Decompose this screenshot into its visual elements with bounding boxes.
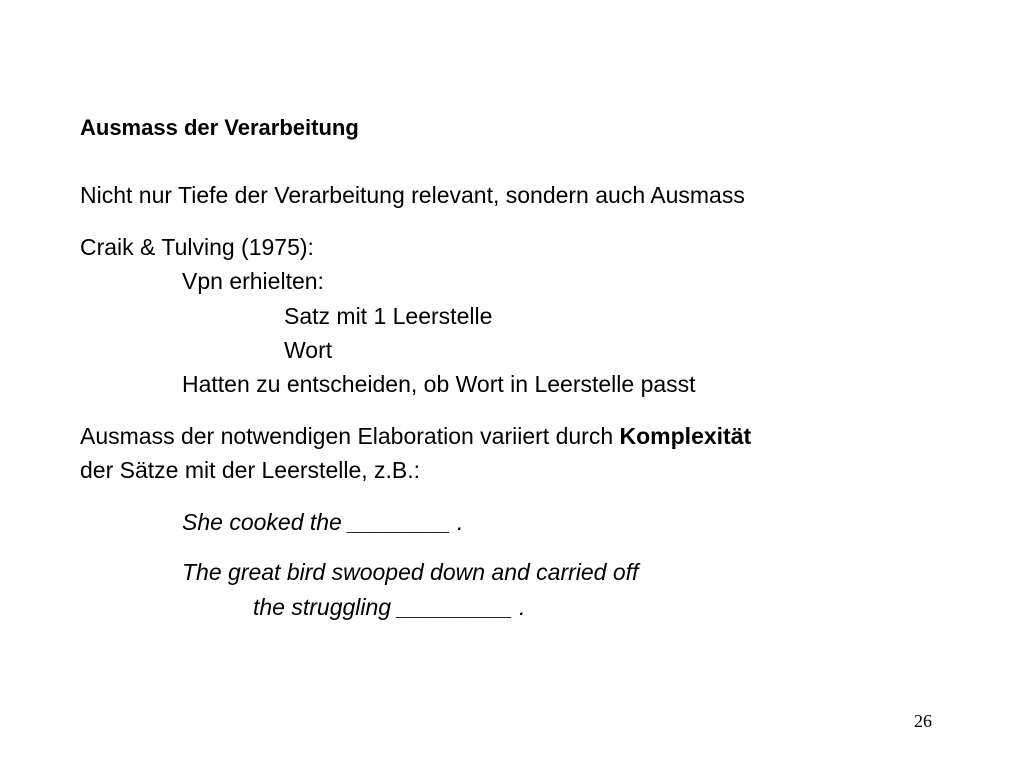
elaboration-line-2: der Sätze mit der Leerstelle, z.B.: [80,457,421,483]
stimulus-item-sentence: Satz mit 1 Leerstelle [284,303,493,329]
task-description: Hatten zu entscheiden, ob Wort in Leerstelle passt [182,371,696,397]
slide-title: Ausmass der Verarbeitung [80,115,359,140]
example-sentence-2-line-1: The great bird swooped down and carried off [182,559,639,585]
example-sentence-1: She cooked the ________ . [182,509,464,535]
received-label: Vpn erhielten: [182,268,324,294]
stimulus-item-word: Wort [284,337,333,363]
complexity-emphasis: Komplexität [619,423,752,449]
example-sentence-2-line-2: the struggling _________ . [253,594,526,620]
elaboration-text: Ausmass der notwendigen Elaboration variiert durch [80,423,620,449]
elaboration-line-1 [80,422,751,450]
intro-text: Nicht nur Tiefe der Verarbeitung relevant, sondern auch Ausmass [80,182,745,208]
study-citation: Craik & Tulving (1975): [80,234,314,260]
page-number: 26 [914,711,932,731]
